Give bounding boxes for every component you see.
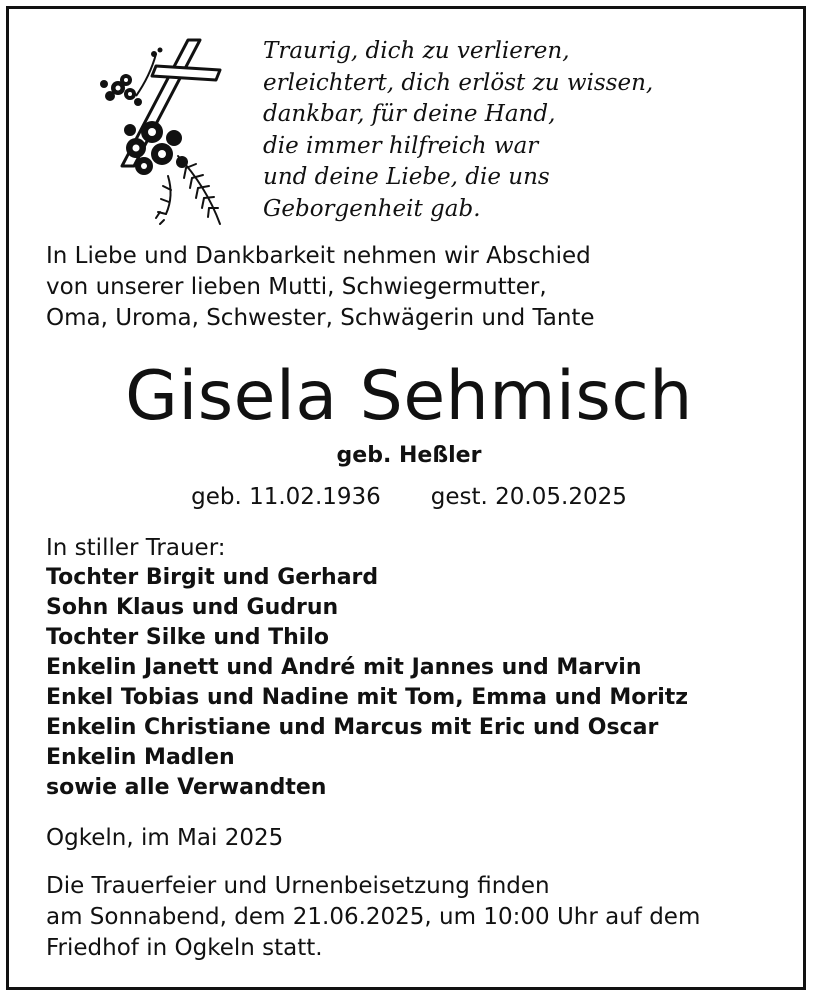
mourner-entry: Tochter Birgit und Gerhard (46, 565, 379, 590)
mourner-entry: Tochter Silke und Thilo (46, 625, 329, 650)
mourner-entry: Enkel Tobias und Nadine mit Tom, Emma und Moritz (46, 685, 689, 710)
poem (263, 36, 653, 225)
mourner-entry: sowie alle Verwandten (46, 775, 327, 800)
poem-line: die immer hilfreich war (263, 132, 539, 159)
cross-with-roses-icon (96, 36, 228, 228)
mourner-entry: Enkelin Christiane und Marcus mit Eric und Oscar (46, 715, 659, 740)
poem-line: und deine Liebe, die uns (263, 164, 550, 190)
intro-line: von unserer lieben Mutti, Schwiegermutter, (46, 274, 547, 300)
mourner-entry: Sohn Klaus und Gudrun (46, 595, 339, 620)
mourner-entry: Enkelin Madlen (46, 745, 235, 770)
mourners-label: In stiller Trauer: (46, 535, 226, 561)
service-line: am Sonnabend, dem 21.06.2025, um 10:00 Uhr auf dem (46, 904, 701, 930)
mourner-entry: Enkelin Janett und André mit Jannes und Marvin (46, 655, 642, 680)
mourners-list (46, 533, 688, 803)
poem-line: Traurig, dich zu verlieren, (263, 38, 570, 64)
death-date: gest. 20.05.2025 (430, 484, 627, 510)
place-and-date: Ogkeln, im Mai 2025 (46, 825, 284, 851)
poem-line: dankbar, für deine Hand, (263, 101, 556, 127)
service-line: Die Trauerfeier und Urnenbeisetzung finden (46, 873, 550, 899)
service-line: Friedhof in Ogkeln statt. (46, 935, 323, 961)
intro-text (46, 241, 595, 334)
poem-line: Geborgenheit gab. (263, 195, 481, 222)
maiden-name: geb. Heßler (336, 443, 482, 468)
poem-line: erleichtert, dich erlöst zu wissen, (263, 69, 654, 96)
life-dates (0, 480, 818, 514)
birth-date: geb. 11.02.1936 (191, 484, 381, 510)
service-info (46, 871, 700, 964)
deceased-name: Gisela Sehmisch (125, 357, 693, 436)
intro-line: In Liebe und Dankbarkeit nehmen wir Abschied (46, 243, 591, 269)
intro-line: Oma, Uroma, Schwester, Schwägerin und Tante (46, 305, 595, 331)
